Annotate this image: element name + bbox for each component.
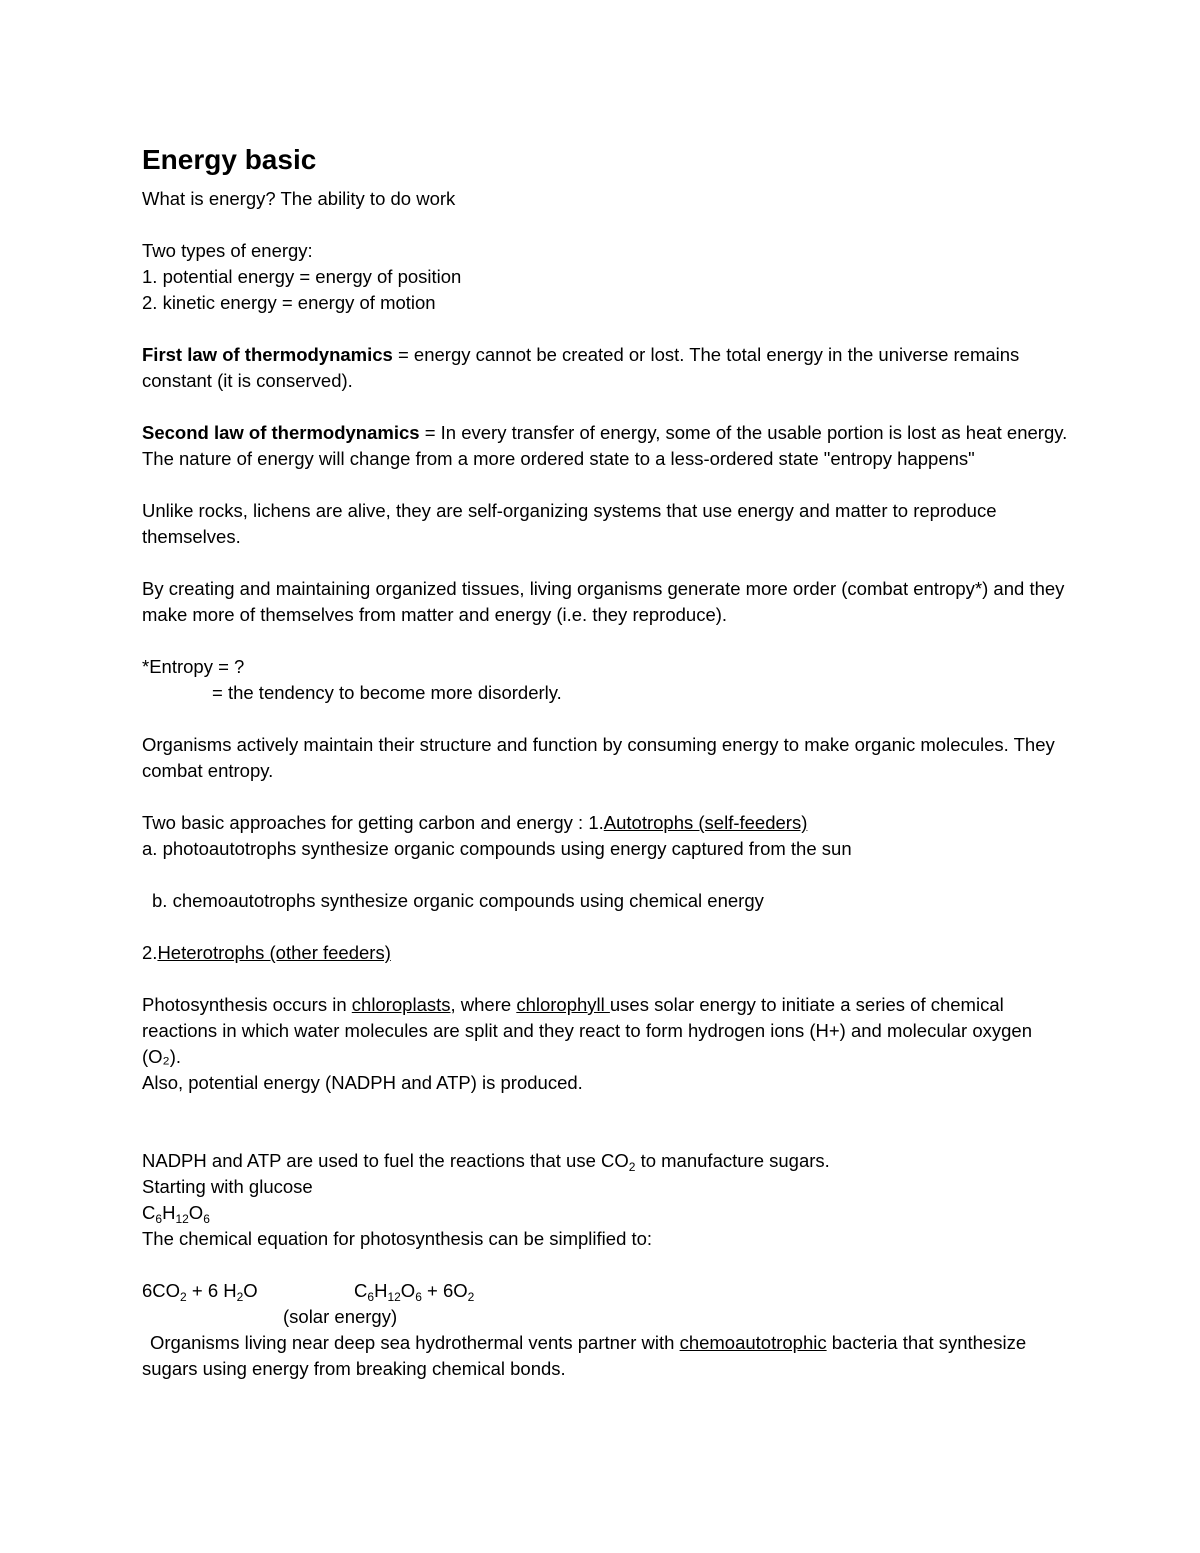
second-law-paragraph: [142, 420, 1072, 472]
approaches-intro: Two basic approaches for getting carbon and energy : 1.: [142, 812, 604, 833]
deep-sea-paragraph: [142, 1330, 1072, 1382]
eq-l2-sub: 2: [236, 1290, 244, 1304]
chemoautotrophs-line: b. chemoautotrophs synthesize organic compounds using chemical energy: [152, 890, 764, 911]
heterotrophs-number: 2.: [142, 942, 158, 963]
lichens-paragraph: Unlike rocks, lichens are alive, they are self-organizing systems that use energy and matter to reproduce themselves.: [142, 500, 997, 547]
heterotrophs-line: [142, 940, 1072, 966]
glucose-formula: [142, 1200, 1072, 1226]
nadph-text-1: NADPH and ATP are used to fuel the reactions that use CO: [142, 1150, 629, 1171]
glucose-h-sub: 12: [175, 1212, 189, 1226]
intro-line: What is energy? The ability to do work: [142, 188, 456, 209]
nadph-text-2: to manufacture sugars.: [635, 1150, 830, 1171]
chlorophyll-term: chlorophyll: [516, 994, 610, 1015]
eq-r3-sub: 6: [415, 1290, 422, 1304]
eq-l2: + 6 H: [186, 1280, 237, 1301]
deep-sea-text-1: Organisms living near deep sea hydrothermal vents partner with: [150, 1332, 680, 1353]
entropy-answer: = the tendency to become more disorderly.: [212, 682, 562, 703]
page-title: Energy basic: [142, 144, 317, 175]
nadph-co2-subscript: 2: [628, 1160, 636, 1174]
eq-r4-sub: 2: [467, 1290, 475, 1304]
organized-paragraph: By creating and maintaining organized tissues, living organisms generate more order (combat entropy*) and they make more of themselves from matter and energy (i.e. they reproduce).: [142, 578, 1065, 625]
photosynthesis-paragraph: [142, 992, 1072, 1070]
maintain-paragraph: Organisms actively maintain their structure and function by consuming energy to make organic molecules. They combat entropy.: [142, 734, 1055, 781]
deep-sea-text-2: bacteria that synthesize sugars using energy from breaking chemical bonds.: [142, 1332, 1027, 1379]
equation-reactants: [142, 1278, 258, 1304]
first-law-term: First law of thermodynamics: [142, 344, 393, 365]
chemoautotrophic-term: chemoautotrophic: [679, 1332, 827, 1353]
eq-r1: C: [354, 1280, 368, 1301]
eq-r3: O: [400, 1280, 416, 1301]
eq-l3: O: [243, 1280, 258, 1301]
eq-r4: + 6O: [421, 1280, 468, 1301]
second-law-term: Second law of thermodynamics: [142, 422, 420, 443]
autotrophs-term: Autotrophs (self-feeders): [603, 812, 808, 833]
eq-l1: 6CO: [142, 1280, 181, 1301]
heterotrophs-term: Heterotrophs (other feeders): [157, 942, 391, 963]
eq-l1-sub: 2: [180, 1290, 187, 1304]
eq-r1-sub: 6: [367, 1290, 375, 1304]
photoautotrophs-line: a. photoautotrophs synthesize organic compounds using energy captured from the sun: [142, 838, 852, 859]
glucose-c-sub: 6: [155, 1212, 163, 1226]
photosynthesis-text-1: Photosynthesis occurs in: [142, 994, 352, 1015]
types-heading: Two types of energy:: [142, 240, 313, 261]
equation-products: [354, 1278, 474, 1304]
entropy-question: *Entropy = ?: [142, 656, 245, 677]
solar-energy-label: (solar energy): [283, 1306, 398, 1327]
first-law-paragraph: [142, 342, 1072, 394]
chloroplasts-term: chloroplasts: [351, 994, 451, 1015]
first-law-definition: = energy cannot be created or lost. The total energy in the universe remains constant (it is conserved).: [142, 344, 1020, 391]
types-item-2: 2. kinetic energy = energy of motion: [142, 292, 436, 313]
photosynthesis-text-3: uses solar energy to initiate a series of chemical reactions in which water molecules are split and they react to form hydrogen ions (H+) and molecular oxygen (O₂).: [142, 994, 1032, 1067]
glucose-h: H: [162, 1202, 176, 1223]
document-page: [142, 140, 1072, 1382]
glucose-intro: Starting with glucose: [142, 1176, 313, 1197]
glucose-c: C: [142, 1202, 156, 1223]
photosynthesis-equation: [142, 1278, 1072, 1304]
eq-r2: H: [374, 1280, 388, 1301]
approaches-line: [142, 810, 1072, 836]
glucose-o: O: [188, 1202, 204, 1223]
equation-intro: The chemical equation for photosynthesis can be simplified to:: [142, 1228, 653, 1249]
photosynthesis-text-2: , where: [450, 994, 517, 1015]
glucose-o-sub: 6: [203, 1212, 210, 1226]
nadph-line: [142, 1148, 1072, 1174]
potential-energy-line: Also, potential energy (NADPH and ATP) is produced.: [142, 1072, 583, 1093]
eq-r2-sub: 12: [387, 1290, 401, 1304]
types-item-1: 1. potential energy = energy of position: [142, 266, 462, 287]
second-law-definition: = In every transfer of energy, some of the usable portion is lost as heat energy. The nature of energy will change from a more ordered state to a less-ordered state "entropy happens": [142, 422, 1068, 469]
